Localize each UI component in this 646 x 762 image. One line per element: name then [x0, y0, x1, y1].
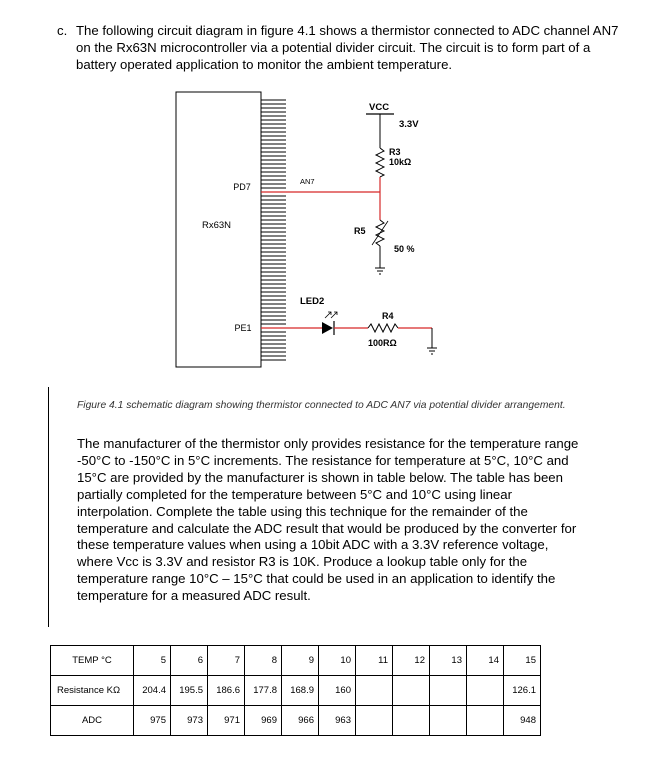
row-label: Resistance KΩ	[51, 676, 134, 706]
table-cell: 7	[208, 646, 245, 676]
r5-name: R5	[354, 226, 366, 236]
row-label: ADC	[51, 706, 134, 736]
led-symbol	[322, 312, 337, 335]
r3-name: R3	[389, 147, 401, 157]
table-cell	[430, 676, 467, 706]
table-cell: 9	[282, 646, 319, 676]
figure-caption: Figure 4.1 schematic diagram showing thermistor connected to ADC AN7 via potential divider arrangement.	[77, 400, 566, 411]
table-row	[51, 706, 541, 736]
table-cell: 11	[356, 646, 393, 676]
table-cell	[430, 706, 467, 736]
r4-name: R4	[382, 311, 394, 321]
pd7-label: PD7	[233, 182, 251, 192]
vcc-value: 3.3V	[399, 119, 419, 130]
r5-value: 50 %	[394, 244, 415, 254]
pe1-label: PE1	[234, 323, 252, 333]
table-cell: 12	[393, 646, 430, 676]
table-cell: 973	[171, 706, 208, 736]
table-cell: 186.6	[208, 676, 245, 706]
table-cell: 969	[245, 706, 282, 736]
question-text: The following circuit diagram in figure 4.1 shows a thermistor connected to ADC channel AN7 on the Rx63N microcontroller via a potential divider circuit. The circuit is to form part of a battery operated application to monitor the ambient temperature.	[76, 23, 619, 72]
table-cell: 177.8	[245, 676, 282, 706]
table-cell: 971	[208, 706, 245, 736]
r3-value: 10kΩ	[389, 157, 412, 167]
table-row	[51, 676, 541, 706]
table-cell	[393, 676, 430, 706]
r4-resistor	[368, 324, 398, 332]
table-cell: 13	[430, 646, 467, 676]
ground-r5	[375, 268, 385, 274]
table-cell	[356, 676, 393, 706]
table-cell	[467, 676, 504, 706]
an7-label: AN7	[300, 177, 315, 186]
table-cell: 948	[504, 706, 541, 736]
table-cell: 15	[504, 646, 541, 676]
table-cell: 6	[171, 646, 208, 676]
table-cell: 963	[319, 706, 356, 736]
table-cell: 160	[319, 676, 356, 706]
table-cell: 126.1	[504, 676, 541, 706]
table-cell: 966	[282, 706, 319, 736]
mcu-pins	[261, 100, 286, 360]
row-label: TEMP °C	[51, 646, 134, 676]
instructions-paragraph: The manufacturer of the thermistor only provides resistance for the temperature range -50°C to -150°C in 5°C increments. The resistance for temperature at 5°C, 10°C and 15°C are provided by the manufacturer is shown in table below. The table has been partially completed for the temperature between 5°C and 10°C using linear interpolation. Complete the table using this technique for the remainder of the temperature and calculate the ADC result that would be produced by the converter for these temperature values when using a 10bit ADC with a 3.3V reference voltage, where Vcc is 3.3V and resistor R3 is 10K. Produce a lookup table only for the temperature range 10°C – 15°C that could be used in an application to identify the temperature for a measured ADC result.	[77, 436, 579, 604]
vcc-label: VCC	[369, 102, 390, 113]
table-row	[51, 646, 541, 676]
table-cell	[393, 706, 430, 736]
table-cell: 195.5	[171, 676, 208, 706]
table-cell: 204.4	[134, 676, 171, 706]
r4-value: 100RΩ	[368, 338, 397, 348]
table-cell: 10	[319, 646, 356, 676]
table-cell: 5	[134, 646, 171, 676]
table-cell: 8	[245, 646, 282, 676]
temperature-table	[50, 645, 541, 736]
r3-resistor	[376, 148, 384, 177]
table-cell: 975	[134, 706, 171, 736]
table-cell: 14	[467, 646, 504, 676]
margin-bar	[48, 387, 49, 627]
ground-r4	[427, 348, 437, 354]
table-cell	[467, 706, 504, 736]
mcu-label: Rx63N	[202, 220, 232, 231]
table-cell	[356, 706, 393, 736]
led-name: LED2	[300, 296, 325, 307]
question-label: c.	[57, 23, 68, 38]
table-cell: 168.9	[282, 676, 319, 706]
